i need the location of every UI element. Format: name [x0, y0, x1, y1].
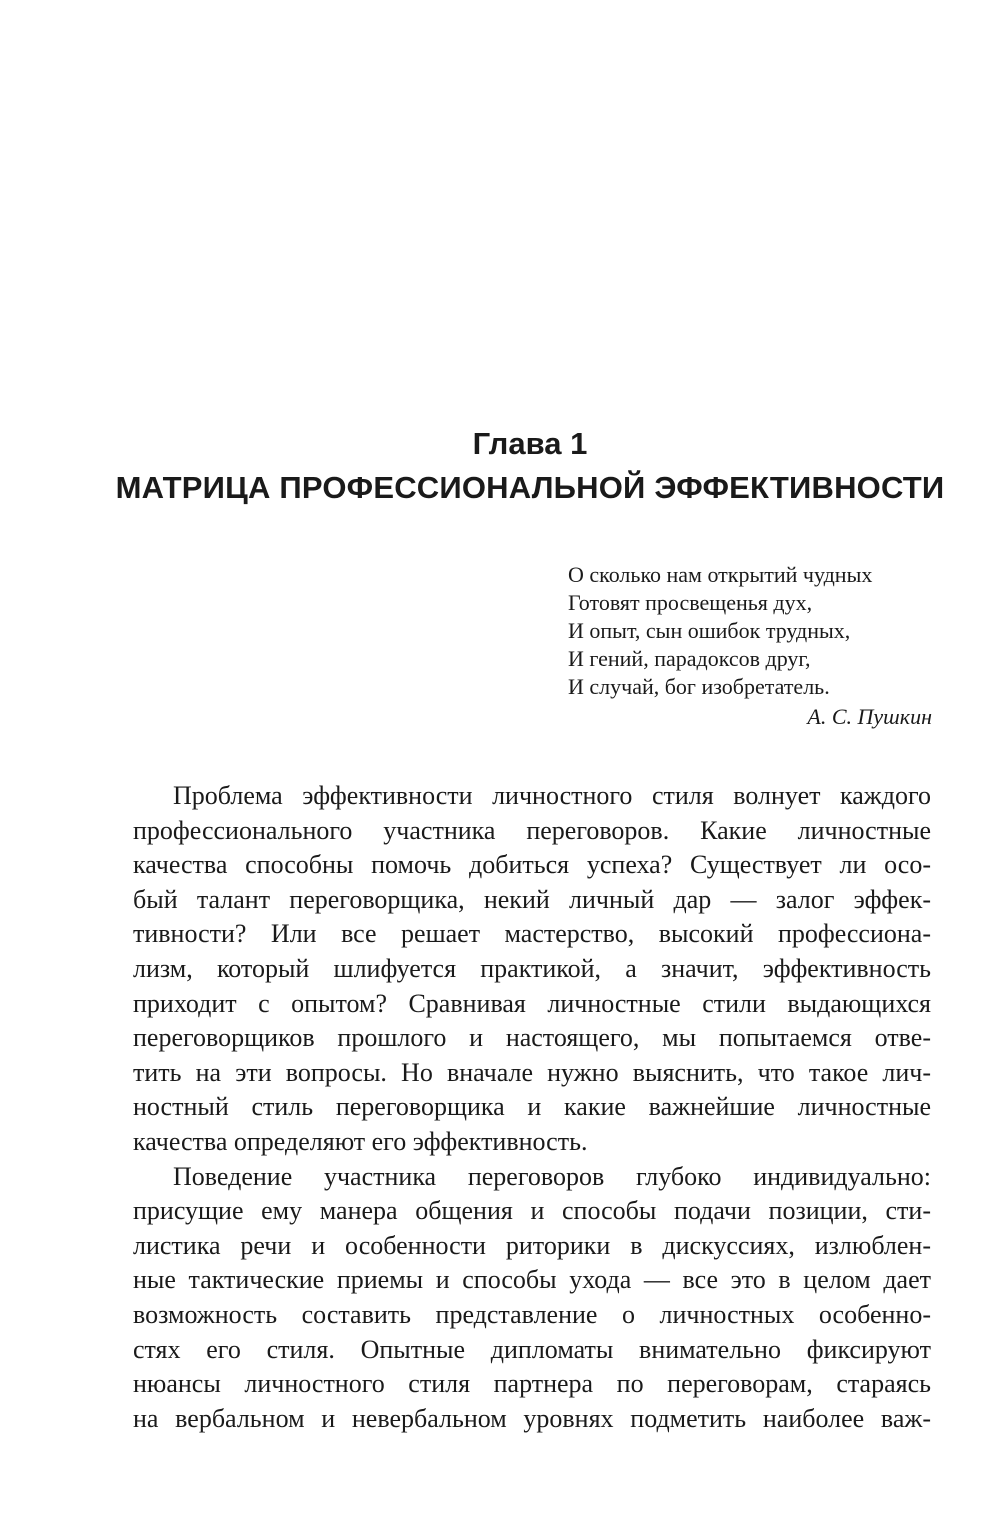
text-line: нюансы личностного стиля партнера по переговорам, стараясь — [133, 1369, 931, 1399]
text-line: качества определяют его эффективность. — [133, 1126, 588, 1156]
text-line: переговорщиков прошлого и настоящего, мы попытаемся отве- — [133, 1023, 931, 1053]
chapter-title: МАТРИЦА ПРОФЕССИОНАЛЬНОЙ ЭФФЕКТИВНОСТИ — [115, 470, 945, 505]
epigraph-line: Готовят просвещенья дух, — [568, 590, 813, 615]
chapter-number: Глава 1 — [472, 426, 588, 461]
text-line: качества способны помочь добиться успеха? Существует ли осо- — [133, 850, 931, 880]
epigraph — [568, 561, 940, 731]
text-line: Проблема эффективности личностного стиля волнует каждого — [173, 781, 931, 810]
text-line: тивности? Или все решает мастерство, высокий профессиона- — [133, 919, 931, 949]
epigraph-line: И случай, бог изобретатель. — [568, 674, 830, 699]
text-line: на вербальном и невербальном уровнях подметить наиболее важ- — [133, 1403, 931, 1433]
epigraph-line: И гений, парадоксов друг, — [568, 646, 811, 671]
text-line: листика речи и особенности риторики в дискуссиях, излюблен- — [133, 1230, 931, 1260]
text-line: ностный стиль переговорщика и какие важнейшие личностные — [133, 1092, 931, 1122]
text-line: профессионального участника переговоров. Какие личностные — [133, 815, 931, 845]
epigraph-line: О сколько нам открытий чудных — [568, 562, 873, 587]
text-line: бый талант переговорщика, некий личный дар — залог эффек- — [133, 884, 931, 914]
text-line: тить на эти вопросы. Но вначале нужно выяснить, что такое лич- — [133, 1057, 931, 1087]
text-line: приходит с опытом? Сравнивая личностные стили выдающихся — [133, 988, 931, 1018]
text-line: лизм, который шлифуется практикой, а значит, эффективность — [133, 953, 931, 983]
paragraph-2 — [133, 1160, 931, 1437]
epigraph-line: И опыт, сын ошибок трудных, — [568, 618, 851, 643]
epigraph-author: А. С. Пушкин — [807, 704, 932, 729]
paragraph-1 — [133, 779, 931, 1160]
text-line: Поведение участника переговоров глубоко индивидуально: — [173, 1161, 931, 1191]
body-text — [133, 779, 931, 1436]
text-line: возможность составить представление о личностных особенно- — [133, 1299, 931, 1329]
text-line: стях его стиля. Опытные дипломаты внимательно фиксируют — [133, 1334, 931, 1364]
text-line: ные тактические приемы и способы ухода — все это в целом дает — [133, 1265, 931, 1295]
text-line: присущие ему манера общения и способы подачи позиции, сти- — [133, 1196, 931, 1226]
